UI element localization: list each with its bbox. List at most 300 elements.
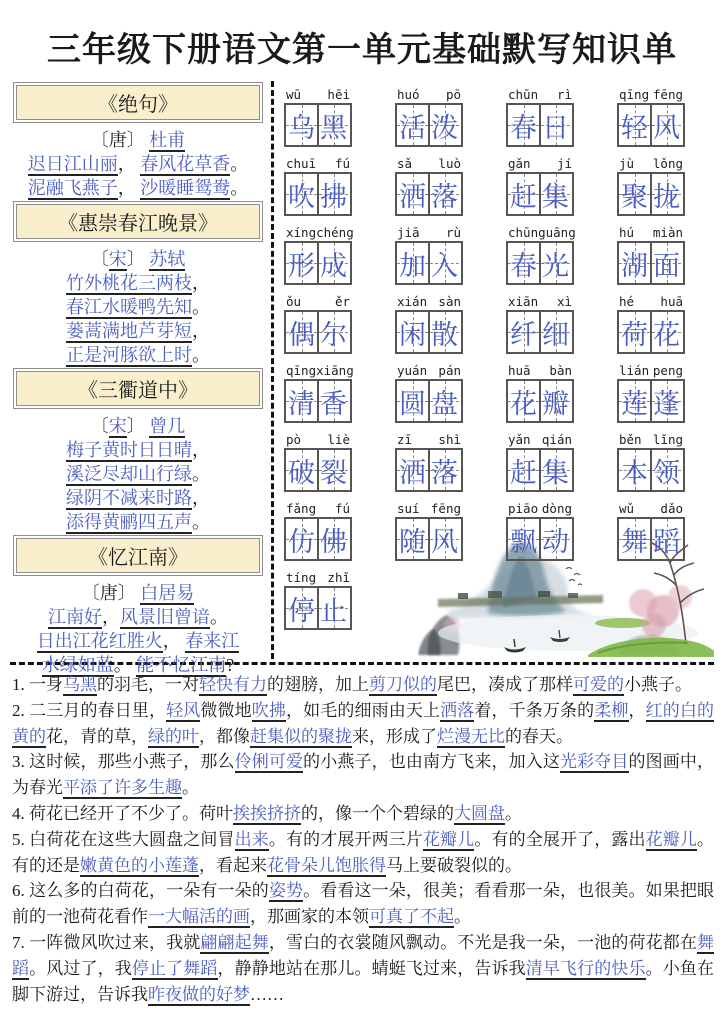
pinyin-syllable: chéng — [316, 225, 354, 240]
handwritten-answer: 江南好 — [48, 607, 102, 627]
character-cell — [650, 450, 681, 490]
writing-box — [395, 379, 463, 423]
pinyin-label — [617, 497, 685, 516]
character-cell — [428, 105, 459, 145]
pinyin-syllable: lián — [619, 363, 650, 378]
word-group — [617, 359, 685, 423]
word-group — [284, 428, 352, 492]
handwritten-answer: 添得黄鹂四五声 — [66, 512, 192, 532]
handwritten-answer: 光彩夺目 — [560, 752, 629, 772]
printed-text: 的小燕子，也由南方飞来，加入这 — [303, 752, 560, 772]
handwritten-character: 拂 — [320, 181, 347, 212]
handwritten-answer: 柔柳 — [594, 700, 629, 720]
printed-text: 的，像一个个碧绿的 — [301, 803, 454, 823]
printed-text: ， — [192, 321, 210, 341]
pinyin-label — [395, 152, 463, 171]
poem-line — [12, 271, 264, 295]
grid-row — [284, 83, 712, 147]
handwritten-answer: 洒落 — [440, 700, 475, 720]
character-cell — [619, 381, 650, 421]
printed-text: 〔唐〕 — [81, 583, 141, 603]
pinyin-label — [395, 83, 463, 102]
printed-text: 的春天。 — [505, 726, 573, 746]
printed-text: 。有的还是 — [12, 829, 714, 875]
handwritten-character: 洒 — [399, 457, 426, 488]
pinyin-syllable: hēi — [327, 87, 350, 102]
word-group — [284, 497, 352, 561]
word-group — [506, 83, 574, 147]
handwritten-answer: 风景旧曾谙 — [120, 607, 210, 627]
word-group — [284, 359, 352, 423]
poem-line — [12, 510, 264, 534]
printed-text: ? — [226, 655, 235, 675]
printed-text: 。 — [230, 178, 249, 198]
writing-box — [617, 517, 685, 561]
printed-text: 。小鱼在脚下游过，告诉我 — [12, 958, 714, 1004]
writing-box — [617, 379, 685, 423]
printed-text: ， — [102, 607, 120, 627]
pinyin-syllable: ǒu — [286, 294, 302, 309]
pinyin-syllable: běn — [619, 432, 642, 447]
pinyin-syllable: sàn — [438, 294, 461, 309]
printed-text: ， — [117, 178, 141, 198]
pinyin-label — [395, 290, 463, 309]
poem-author-line — [12, 414, 264, 438]
handwritten-answer: 白居易 — [140, 583, 195, 603]
pinyin-syllable: tíng — [286, 570, 317, 585]
character-cell — [397, 243, 428, 283]
printed-text: 。有的全展开了，露出 — [474, 829, 646, 849]
pinyin-label — [284, 83, 352, 102]
pinyin-syllable: bàn — [549, 363, 572, 378]
grid-row — [284, 290, 712, 354]
handwritten-answer: 舞蹈 — [12, 932, 714, 978]
poem-title: 《绝句》 — [16, 85, 260, 120]
poem-line — [12, 605, 264, 629]
printed-text: ， — [117, 154, 141, 174]
pinyin-label — [284, 152, 352, 171]
pinyin-syllable: sǎ — [397, 156, 413, 171]
handwritten-answer: 伶俐可爱 — [234, 752, 304, 772]
handwritten-character: 风 — [431, 526, 458, 557]
character-cell — [508, 312, 539, 352]
printed-text: ， — [192, 273, 210, 293]
pinyin-syllable: fú — [334, 156, 350, 171]
character-cell — [508, 450, 539, 490]
word-group — [506, 497, 574, 561]
poem-line — [12, 486, 264, 510]
page-title: 三年级下册语文第一单元基础默写知识单 — [47, 32, 677, 69]
handwritten-character: 动 — [542, 526, 569, 557]
handwritten-answer: 出来 — [234, 829, 269, 849]
grid-row — [284, 152, 712, 216]
handwritten-character: 春 — [510, 250, 537, 281]
handwritten-answer: 苏轼 — [149, 249, 186, 269]
printed-text: ， — [628, 700, 646, 720]
pinyin-syllable: xiāng — [316, 363, 354, 378]
writing-box — [506, 241, 574, 285]
pinyin-syllable: pò — [286, 432, 302, 447]
handwritten-character: 成 — [320, 250, 347, 281]
pinyin-label — [395, 428, 463, 447]
handwritten-character: 活 — [399, 112, 426, 143]
handwritten-answer: 清早飞行的快乐 — [525, 958, 646, 978]
character-cell — [317, 381, 348, 421]
poem-title: 《忆江南》 — [16, 538, 260, 573]
grid-row — [284, 497, 712, 561]
word-group — [617, 290, 685, 354]
pinyin-syllable: hú — [619, 225, 635, 240]
printed-text: 微微地 — [200, 700, 252, 720]
pinyin-label — [284, 428, 352, 447]
character-cell — [286, 105, 317, 145]
printed-text: 。 — [210, 607, 228, 627]
poem-line — [12, 176, 264, 200]
character-cell — [539, 174, 570, 214]
printed-text: 马上要破裂似的。 — [386, 855, 522, 875]
poem-line — [12, 152, 264, 176]
sentence — [12, 672, 714, 698]
handwritten-answer: 吹拂 — [251, 700, 286, 720]
pinyin-label — [506, 428, 574, 447]
character-cell — [428, 381, 459, 421]
word-grid-panel — [274, 81, 712, 659]
writing-box — [617, 448, 685, 492]
printed-text: ，看起来 — [199, 855, 267, 875]
character-cell — [428, 450, 459, 490]
writing-box — [284, 172, 352, 216]
pinyin-syllable: peng — [652, 363, 683, 378]
pinyin-label — [395, 497, 463, 516]
character-cell — [397, 174, 428, 214]
handwritten-character: 集 — [542, 181, 569, 212]
word-group — [617, 152, 685, 216]
handwritten-answer: 烂漫无比 — [437, 726, 505, 746]
pinyin-syllable: lǒng — [652, 156, 683, 171]
writing-box — [395, 103, 463, 147]
character-cell — [397, 381, 428, 421]
handwritten-answer: 春来江 — [185, 631, 240, 651]
handwritten-answer: 一大幅活的画 — [148, 907, 250, 927]
character-cell — [428, 312, 459, 352]
handwritten-answer: 迟日江山丽 — [27, 154, 118, 174]
word-group — [617, 221, 685, 285]
pinyin-syllable: rì — [556, 87, 572, 102]
pinyin-syllable: luò — [438, 156, 461, 171]
word-group — [284, 566, 352, 630]
printed-text: 。风过了，我 — [29, 958, 132, 978]
printed-text: 4. 荷花已经开了不少了。荷叶 — [12, 803, 233, 823]
handwritten-character: 形 — [288, 250, 315, 281]
character-cell — [619, 105, 650, 145]
handwritten-character: 吹 — [288, 181, 315, 212]
pinyin-syllable: qīng — [286, 363, 317, 378]
printed-text: 3. 这时候，那些小燕子，那么 — [12, 752, 235, 772]
pinyin-label — [395, 359, 463, 378]
character-cell — [508, 174, 539, 214]
pinyin-syllable: chūn — [508, 225, 539, 240]
handwritten-character: 圆 — [399, 388, 426, 419]
word-group — [395, 428, 463, 492]
printed-text: 6. 这么多的白荷花，一朵有一朵的 — [12, 881, 269, 901]
handwritten-answer: 翩翩起舞 — [200, 932, 269, 952]
character-cell — [286, 381, 317, 421]
pinyin-syllable: miàn — [652, 225, 683, 240]
sentence — [12, 801, 714, 827]
writing-box — [617, 103, 685, 147]
handwritten-character: 轻 — [621, 112, 648, 143]
handwritten-character: 尔 — [320, 319, 347, 350]
sentences-panel — [0, 669, 724, 1007]
pinyin-label — [506, 83, 574, 102]
character-cell — [650, 519, 681, 559]
writing-box — [506, 103, 574, 147]
writing-box — [617, 172, 685, 216]
printed-text: 。 — [230, 154, 249, 174]
handwritten-character: 清 — [288, 388, 315, 419]
character-cell — [286, 450, 317, 490]
handwritten-answer: 绿阴不减来时路 — [66, 488, 192, 508]
poem-line — [12, 319, 264, 343]
pinyin-syllable: gǎn — [508, 156, 531, 171]
printed-text: 的图画中，为春光 — [12, 752, 714, 798]
pinyin-label — [617, 290, 685, 309]
printed-text: 的羽毛，一对 — [97, 675, 199, 694]
pinyin-label — [506, 152, 574, 171]
character-cell — [397, 450, 428, 490]
handwritten-answer: 昨夜做的好梦 — [148, 984, 250, 1004]
writing-box — [395, 172, 463, 216]
writing-box — [284, 379, 352, 423]
printed-text: 7. 一阵微风吹过来，我就 — [12, 932, 201, 952]
pinyin-syllable: suí — [397, 501, 420, 516]
handwritten-answer: 剪刀似的 — [369, 675, 437, 694]
writing-box — [617, 310, 685, 354]
handwritten-character: 面 — [653, 250, 680, 281]
character-cell — [397, 312, 428, 352]
pinyin-syllable: hé — [619, 294, 635, 309]
writing-box — [506, 310, 574, 354]
character-cell — [317, 312, 348, 352]
character-cell — [650, 312, 681, 352]
character-cell — [539, 519, 570, 559]
handwritten-character: 莲 — [621, 388, 648, 419]
handwritten-character: 日 — [542, 112, 569, 143]
printed-text: 。 — [192, 297, 210, 317]
pinyin-syllable: rù — [445, 225, 461, 240]
handwritten-answer: 挨挨挤挤 — [233, 803, 301, 823]
pinyin-syllable: pō — [445, 87, 461, 102]
handwritten-character: 纤 — [510, 319, 537, 350]
handwritten-answer: 梅子黄时日日晴 — [66, 440, 192, 460]
character-cell — [286, 174, 317, 214]
pinyin-syllable: jiā — [397, 225, 420, 240]
handwritten-answer: 姿势 — [268, 881, 304, 901]
pinyin-label — [617, 428, 685, 447]
writing-box — [284, 103, 352, 147]
pinyin-syllable: huó — [397, 87, 420, 102]
character-cell — [650, 381, 681, 421]
printed-text: 着，千条万条的 — [474, 700, 595, 720]
printed-text: 。 — [113, 655, 137, 675]
handwritten-answer: 曾几 — [149, 416, 186, 436]
printed-text: 。看看这一朵，很美；看看那一朵，也很美。如果把眼前的一池荷花看作 — [12, 881, 714, 927]
poem-author-line — [12, 247, 264, 271]
printed-text: 〔 — [90, 416, 109, 436]
handwritten-answer: 春风花草香 — [140, 154, 231, 174]
handwritten-answer: 花瓣儿 — [423, 829, 475, 849]
poem-line — [12, 438, 264, 462]
poem-card — [12, 85, 264, 200]
word-group — [284, 83, 352, 147]
handwritten-answer: 泥融飞燕子 — [27, 178, 118, 198]
handwritten-character: 蹈 — [653, 526, 680, 557]
word-group — [506, 152, 574, 216]
pinyin-syllable: lǐng — [652, 432, 683, 447]
pinyin-syllable: dǎo — [660, 501, 683, 516]
printed-text: 尾巴，凑成了那样 — [437, 675, 573, 694]
pinyin-label — [284, 221, 352, 240]
pinyin-syllable: yǎn — [508, 432, 531, 447]
printed-text: 。 — [182, 778, 199, 798]
handwritten-character: 聚 — [621, 181, 648, 212]
word-group — [617, 428, 685, 492]
handwritten-character: 春 — [510, 112, 537, 143]
handwritten-answer: 轻风 — [166, 700, 201, 720]
printed-text: 花，青的草， — [46, 726, 148, 746]
pinyin-syllable: xíng — [286, 225, 317, 240]
pinyin-label — [284, 566, 352, 585]
handwritten-answer: 竹外桃花三两枝 — [66, 273, 192, 293]
word-grid — [284, 83, 712, 630]
handwritten-answer: 平添了许多生趣 — [63, 778, 182, 798]
handwritten-character: 加 — [399, 250, 426, 281]
word-group — [617, 83, 685, 147]
writing-box — [395, 448, 463, 492]
word-group — [284, 221, 352, 285]
pinyin-syllable: guāng — [538, 225, 576, 240]
writing-box — [506, 379, 574, 423]
character-cell — [539, 243, 570, 283]
word-group — [506, 428, 574, 492]
printed-text: 。 — [505, 803, 522, 823]
pinyin-syllable: fǎng — [286, 501, 317, 516]
word-group — [395, 83, 463, 147]
handwritten-answer: 花瓣儿 — [645, 829, 697, 849]
writing-box — [395, 517, 463, 561]
pinyin-syllable: wǔ — [619, 501, 635, 516]
character-cell — [286, 243, 317, 283]
handwritten-answer: 蒌蒿满地芦芽短 — [66, 321, 192, 341]
printed-text: 。 — [192, 512, 210, 532]
pinyin-syllable: zī — [397, 432, 413, 447]
pinyin-label — [617, 359, 685, 378]
poem-author-line — [12, 581, 264, 605]
handwritten-answer: 溪泛尽却山行绿 — [66, 464, 192, 484]
handwritten-character: 裂 — [320, 457, 347, 488]
handwritten-character: 香 — [320, 388, 347, 419]
word-group — [395, 290, 463, 354]
pinyin-syllable: wū — [286, 87, 302, 102]
sentence — [12, 749, 714, 801]
handwritten-character: 落 — [431, 181, 458, 212]
pinyin-syllable: qián — [541, 432, 572, 447]
character-cell — [650, 243, 681, 283]
character-cell — [317, 519, 348, 559]
handwritten-answer: 花骨朵儿饱胀得 — [267, 855, 386, 875]
handwritten-character: 花 — [653, 319, 680, 350]
poem-line — [12, 629, 264, 653]
handwritten-character: 仿 — [288, 526, 315, 557]
printed-text: ， — [192, 488, 210, 508]
pinyin-syllable: chūn — [508, 87, 539, 102]
character-cell — [539, 450, 570, 490]
pinyin-syllable: piāo — [508, 501, 539, 516]
handwritten-answer: 可真了不起 — [369, 907, 454, 927]
character-cell — [317, 174, 348, 214]
pinyin-syllable: fú — [334, 501, 350, 516]
handwritten-answer: 赶集似的聚拢 — [250, 726, 352, 746]
handwritten-character: 佛 — [320, 526, 347, 557]
character-cell — [317, 105, 348, 145]
handwritten-character: 洒 — [399, 181, 426, 212]
character-cell — [650, 105, 681, 145]
poem-line — [12, 295, 264, 319]
character-cell — [317, 588, 348, 628]
character-cell — [539, 381, 570, 421]
printed-text: 〔 — [90, 249, 109, 269]
printed-text: 来，形成了 — [352, 726, 437, 746]
handwritten-character: 湖 — [621, 250, 648, 281]
character-cell — [397, 519, 428, 559]
pinyin-syllable: yuán — [397, 363, 428, 378]
pinyin-label — [506, 359, 574, 378]
character-cell — [508, 381, 539, 421]
character-cell — [317, 450, 348, 490]
sentence — [12, 878, 714, 930]
pinyin-syllable: ěr — [334, 294, 350, 309]
writing-box — [284, 586, 352, 630]
handwritten-character: 瓣 — [542, 388, 569, 419]
poem-card — [12, 204, 264, 367]
handwritten-answer: 大圆盘 — [454, 803, 505, 823]
handwritten-answer: 沙暖睡鸳鸯 — [140, 178, 231, 198]
character-cell — [650, 174, 681, 214]
grid-row — [284, 428, 712, 492]
pinyin-syllable: liè — [327, 432, 350, 447]
character-cell — [539, 105, 570, 145]
handwritten-answer: 嫩黄色的小莲蓬 — [80, 855, 199, 875]
word-group — [284, 152, 352, 216]
handwritten-character: 赶 — [510, 457, 537, 488]
handwritten-character: 光 — [542, 250, 569, 281]
pinyin-syllable: chuī — [286, 156, 317, 171]
word-group — [284, 290, 352, 354]
printed-text: 〕 — [126, 249, 150, 269]
handwritten-character: 闲 — [399, 319, 426, 350]
pinyin-label — [284, 290, 352, 309]
sentence — [12, 827, 714, 879]
grid-row — [284, 221, 712, 285]
character-cell — [619, 450, 650, 490]
writing-box — [506, 517, 574, 561]
pinyin-syllable: dòng — [541, 501, 572, 516]
poem-title: 《惠崇春江晚景》 — [16, 204, 260, 239]
pinyin-syllable: fēng — [652, 87, 683, 102]
handwritten-answer: 轻快有力 — [199, 675, 267, 694]
printed-text: 1. 一身 — [12, 675, 63, 694]
handwritten-character: 集 — [542, 457, 569, 488]
